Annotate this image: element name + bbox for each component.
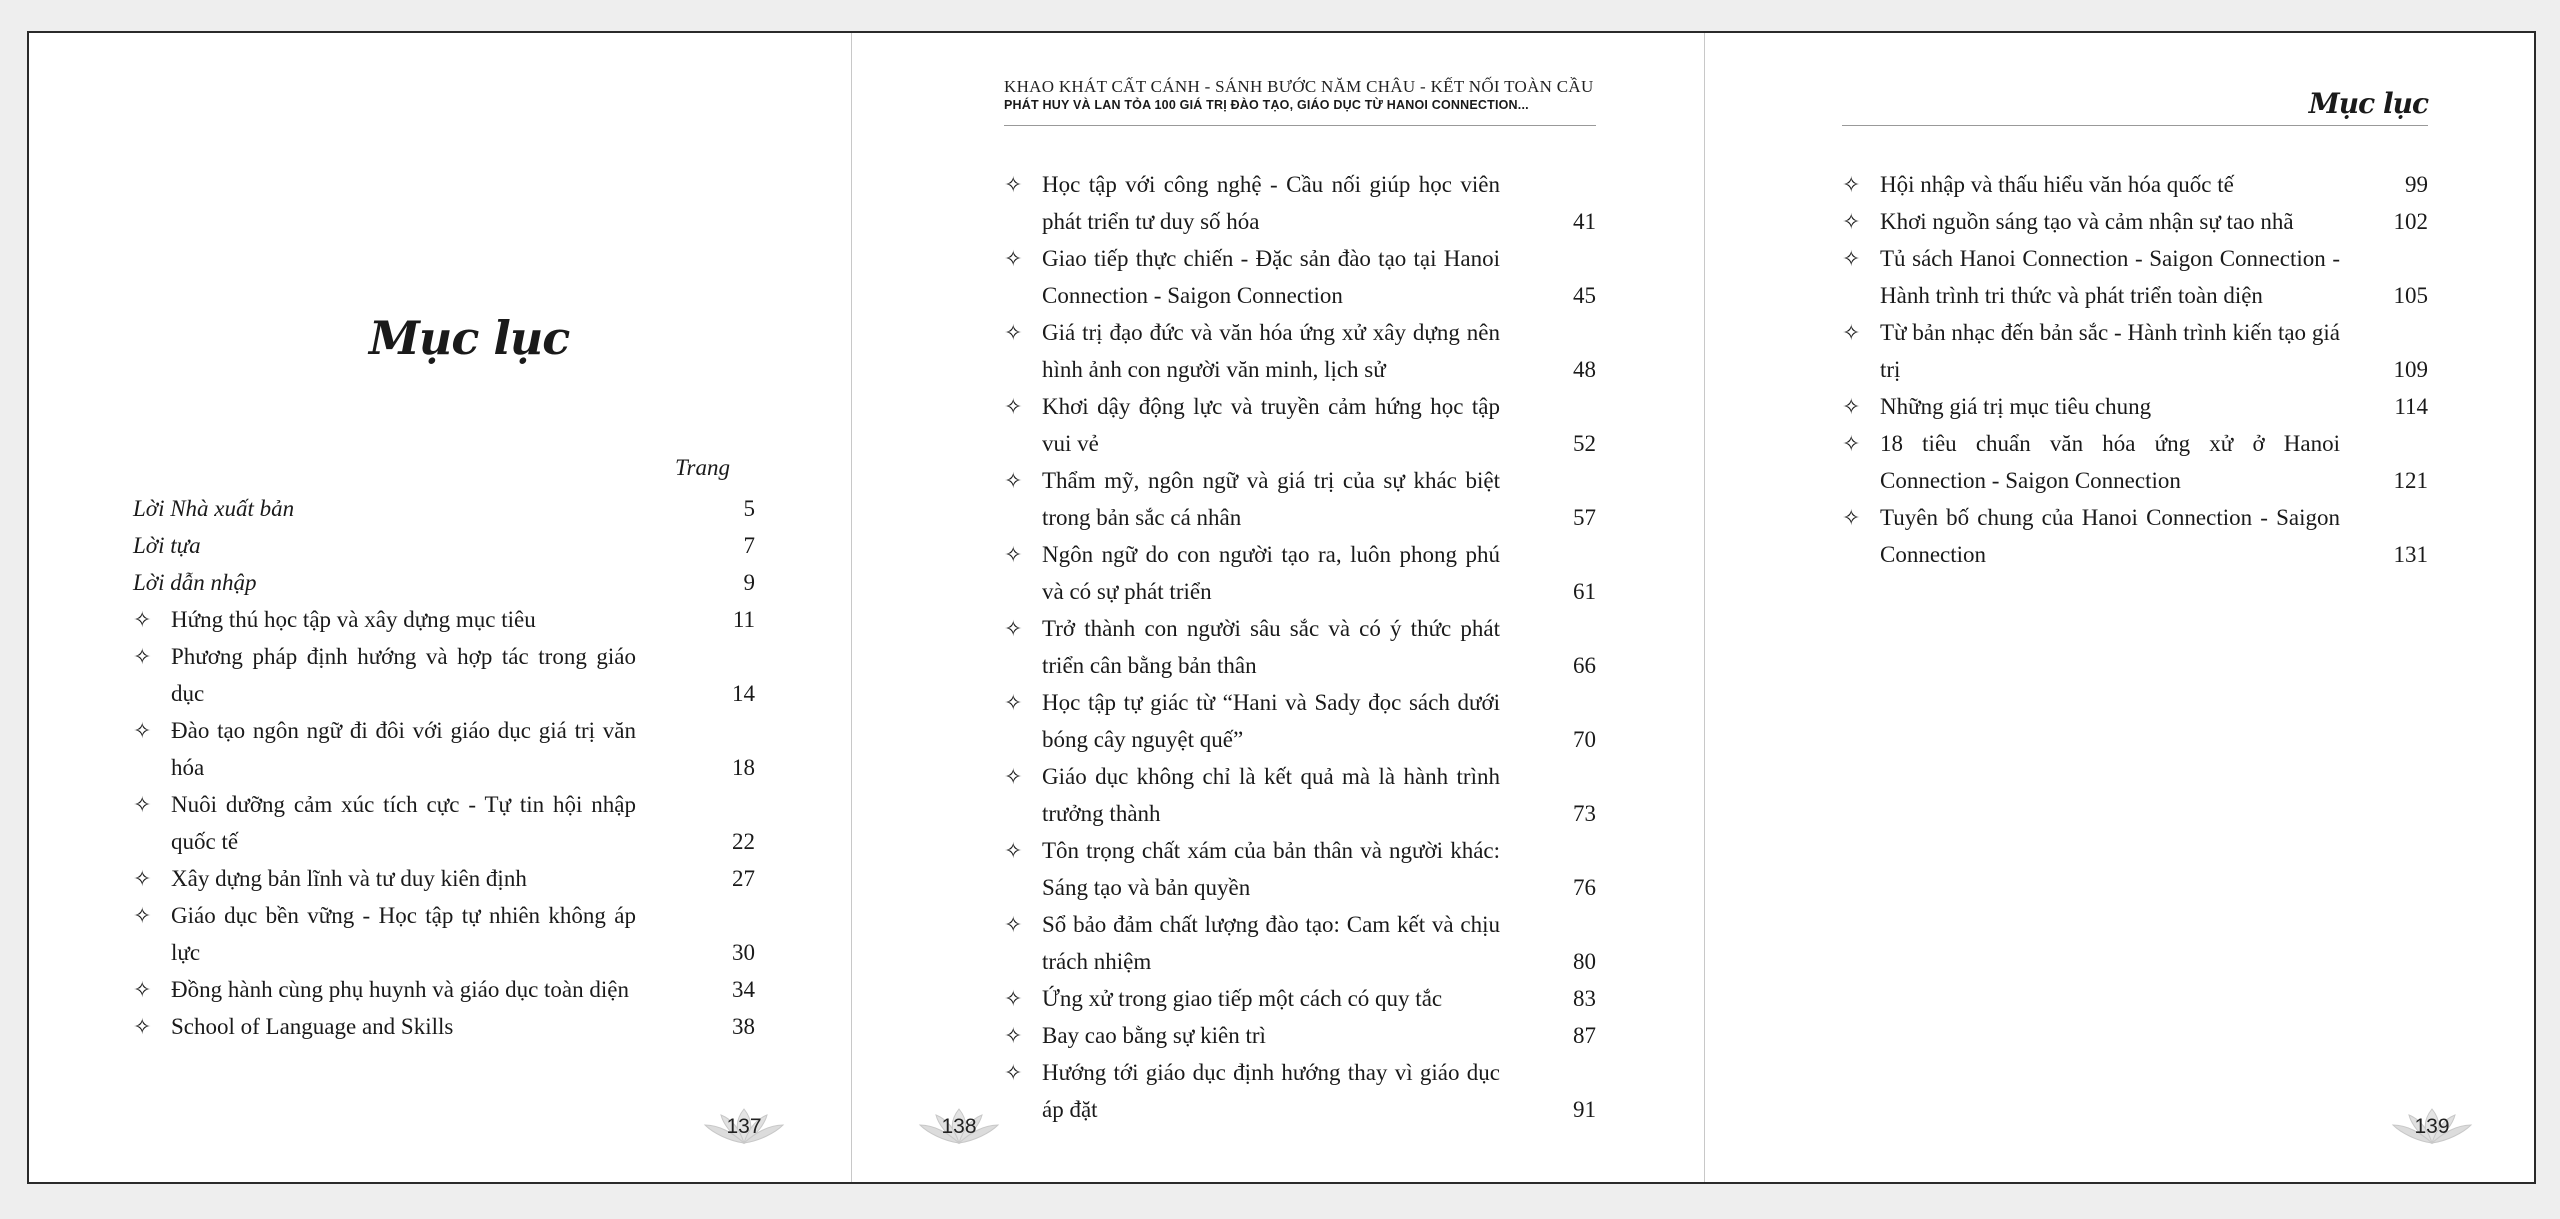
page-number: 138: [941, 1115, 977, 1138]
toc-entry-title: Học tập tự giác từ “Hani và Sady đọc sách dưới bóng cây nguyệt quế”: [1042, 690, 1500, 752]
toc-entry: [133, 490, 755, 527]
toc-entry-title: Từ bản nhạc đến bản sắc - Hành trình kiến tạo giá trị: [1880, 320, 2340, 382]
toc-entry-page: 5: [743, 496, 755, 521]
header-rule: [1842, 125, 2428, 126]
toc-entry-page: 80: [1573, 949, 1596, 974]
toc-entry-title: Hướng tới giáo dục định hướng thay vì giáo dục áp đặt: [1042, 1060, 1500, 1122]
bullet-icon: ✧: [1842, 394, 1861, 419]
toc-entry: [1004, 980, 1596, 1017]
toc-entry-title: Đào tạo ngôn ngữ đi đôi với giáo dục giá trị văn hóa: [171, 718, 636, 780]
bullet-icon: ✧: [1842, 431, 1861, 456]
running-header-title: Mục lục: [2308, 87, 2428, 120]
toc-entry-page: 70: [1573, 727, 1596, 752]
toc-entry-page: 22: [732, 829, 755, 854]
toc-entry: [133, 897, 755, 971]
toc-entry: [133, 971, 755, 1008]
toc-entry: [1004, 166, 1596, 240]
toc-list-middle: [1004, 166, 1596, 1128]
toc-entry-title: 18 tiêu chuẩn văn hóa ứng xử ở Hanoi Connection - Saigon Connection: [1880, 431, 2340, 493]
toc-entry-page: 114: [2394, 394, 2428, 419]
toc-entry: [1004, 832, 1596, 906]
bullet-icon: ✧: [133, 718, 152, 743]
page-number-badge: [701, 1105, 787, 1149]
toc-entry-title: Giá trị đạo đức và văn hóa ứng xử xây dựng nên hình ảnh con người văn minh, lịch sử: [1042, 320, 1500, 382]
bullet-icon: ✧: [1004, 320, 1023, 345]
toc-entry: [1004, 1054, 1596, 1128]
toc-entry-page: 66: [1573, 653, 1596, 678]
toc-entry-title: Khơi dậy động lực và truyền cảm hứng học tập vui vẻ: [1042, 394, 1500, 456]
toc-entry: [1004, 388, 1596, 462]
page-number-badge: [916, 1105, 1002, 1149]
toc-entry-title: School of Language and Skills: [171, 1014, 454, 1039]
toc-entry: [1004, 758, 1596, 832]
bullet-icon: ✧: [1842, 172, 1861, 197]
toc-entry-page: 18: [732, 755, 755, 780]
toc-entry-title: Lời dẫn nhập: [133, 570, 257, 595]
page-column-label: Trang: [675, 455, 730, 480]
toc-entry: [133, 786, 755, 860]
toc-entry-page: 102: [2393, 209, 2428, 234]
toc-entry-title: Ngôn ngữ do con người tạo ra, luôn phong phú và có sự phát triển: [1042, 542, 1500, 604]
toc-entry-page: 131: [2393, 542, 2428, 567]
toc-entry-page: 61: [1573, 579, 1596, 604]
toc-entry: [133, 860, 755, 897]
toc-entry-title: Xây dựng bản lĩnh và tư duy kiên định: [171, 866, 527, 891]
toc-entry-title: Phương pháp định hướng và hợp tác trong giáo dục: [171, 644, 636, 706]
toc-entry: [133, 601, 755, 638]
bullet-icon: ✧: [1004, 468, 1023, 493]
bullet-icon: ✧: [1004, 172, 1023, 197]
bullet-icon: ✧: [1004, 764, 1023, 789]
toc-entry-page: 14: [732, 681, 755, 706]
bullet-icon: ✧: [1004, 912, 1023, 937]
toc-entry-page: 38: [732, 1014, 755, 1039]
bullet-icon: ✧: [133, 644, 152, 669]
toc-entry-page: 7: [743, 533, 755, 558]
toc-entry-page: 109: [2393, 357, 2428, 382]
page-number: 137: [726, 1115, 762, 1138]
toc-entry: [1004, 240, 1596, 314]
toc-entry-title: Hội nhập và thấu hiểu văn hóa quốc tế: [1880, 172, 2234, 197]
toc-entry: [1004, 684, 1596, 758]
toc-entry: [1004, 536, 1596, 610]
toc-entry: [133, 638, 755, 712]
toc-entry-title: Hứng thú học tập và xây dựng mục tiêu: [171, 607, 536, 632]
toc-entry-page: 121: [2393, 468, 2428, 493]
toc-entry-page: 52: [1573, 431, 1596, 456]
toc-entry: [1004, 906, 1596, 980]
bullet-icon: ✧: [1842, 320, 1861, 345]
bullet-icon: ✧: [1842, 246, 1861, 271]
toc-entry-page: 105: [2393, 283, 2428, 308]
bullet-icon: ✧: [133, 977, 152, 1002]
toc-entry-page: 41: [1573, 209, 1596, 234]
header-line-2: PHÁT HUY VÀ LAN TỎA 100 GIÁ TRỊ ĐÀO TẠO, GIÁO DỤC TỪ HANOI CONNECTION...: [1004, 98, 1529, 112]
bullet-icon: ✧: [133, 607, 152, 632]
bullet-icon: ✧: [1004, 394, 1023, 419]
bullet-icon: ✧: [1004, 690, 1023, 715]
toc-entry: [133, 564, 755, 601]
toc-entry-page: 30: [732, 940, 755, 965]
toc-entry-title: Tôn trọng chất xám của bản thân và người khác: Sáng tạo và bản quyền: [1042, 838, 1500, 900]
toc-entry-page: 9: [743, 570, 755, 595]
toc-entry-title: Nuôi dưỡng cảm xúc tích cực - Tự tin hội nhập quốc tế: [171, 792, 636, 854]
toc-title: Mục lục: [369, 311, 570, 365]
toc-entry-title: Trở thành con người sâu sắc và có ý thức phát triển cân bằng bản thân: [1042, 616, 1500, 678]
toc-entry-title: Lời Nhà xuất bản: [133, 496, 295, 521]
running-header: [1004, 77, 1594, 112]
bullet-icon: ✧: [1004, 986, 1023, 1011]
toc-entry: [1842, 425, 2428, 499]
toc-entry-title: Thẩm mỹ, ngôn ngữ và giá trị của sự khác biệt trong bản sắc cá nhân: [1042, 468, 1500, 530]
toc-entry-page: 45: [1573, 283, 1596, 308]
toc-entry: [1842, 166, 2428, 203]
toc-entry-title: Giáo dục không chỉ là kết quả mà là hành trình trưởng thành: [1042, 764, 1500, 826]
toc-entry-page: 91: [1573, 1097, 1596, 1122]
toc-entry-page: 87: [1573, 1023, 1596, 1048]
bullet-icon: ✧: [1004, 542, 1023, 567]
bullet-icon: ✧: [1004, 1023, 1023, 1048]
toc-entry-title: Giáo dục bền vững - Học tập tự nhiên không áp lực: [171, 903, 636, 965]
toc-list-left: [133, 490, 755, 1045]
toc-entry: [133, 1008, 755, 1045]
bullet-icon: ✧: [1004, 838, 1023, 863]
toc-entry: [133, 712, 755, 786]
bullet-icon: ✧: [1842, 505, 1861, 530]
header-rule: [1004, 125, 1596, 126]
bullet-icon: ✧: [133, 792, 152, 817]
toc-entry-title: Sổ bảo đảm chất lượng đào tạo: Cam kết và chịu trách nhiệm: [1042, 912, 1500, 974]
book-spread: [27, 31, 2536, 1184]
bullet-icon: ✧: [1004, 616, 1023, 641]
bullet-icon: ✧: [1004, 1060, 1023, 1085]
toc-list-right: [1842, 166, 2428, 573]
toc-entry: [1842, 203, 2428, 240]
page-139: [1704, 33, 2539, 1182]
toc-entry-page: 76: [1573, 875, 1596, 900]
bullet-icon: ✧: [133, 903, 152, 928]
toc-entry-page: 11: [732, 607, 755, 632]
toc-entry: [1842, 388, 2428, 425]
toc-entry-page: 57: [1573, 505, 1596, 530]
toc-entry-title: Tuyên bố chung của Hanoi Connection - Saigon Connection: [1880, 505, 2340, 567]
bullet-icon: ✧: [133, 1014, 152, 1039]
toc-entry-page: 99: [2405, 172, 2428, 197]
toc-entry-title: Lời tựa: [133, 533, 201, 558]
toc-entry: [1004, 610, 1596, 684]
bullet-icon: ✧: [1004, 246, 1023, 271]
bullet-icon: ✧: [1842, 209, 1861, 234]
toc-entry: [1004, 1017, 1596, 1054]
toc-entry-title: Tủ sách Hanoi Connection - Saigon Connection - Hành trình tri thức và phát triển toàn diện: [1880, 246, 2340, 308]
toc-entry-title: Giao tiếp thực chiến - Đặc sản đào tạo tại Hanoi Connection - Saigon Connection: [1042, 246, 1500, 308]
page-138: [851, 33, 1705, 1182]
toc-entry-page: 34: [732, 977, 755, 1002]
toc-entry: [133, 527, 755, 564]
toc-entry-page: 48: [1573, 357, 1596, 382]
toc-entry: [1842, 499, 2428, 573]
toc-entry: [1004, 314, 1596, 388]
header-line-1: KHAO KHÁT CẤT CÁNH - SÁNH BƯỚC NĂM CHÂU - KẾT NỐI TOÀN CẦU: [1004, 77, 1594, 96]
toc-entry-page: 73: [1573, 801, 1596, 826]
toc-entry-page: 83: [1573, 986, 1596, 1011]
toc-entry-title: Đồng hành cùng phụ huynh và giáo dục toàn diện: [171, 977, 629, 1002]
page-number: 139: [2414, 1115, 2450, 1138]
bullet-icon: ✧: [133, 866, 152, 891]
toc-entry: [1842, 240, 2428, 314]
toc-entry: [1842, 314, 2428, 388]
toc-entry-page: 27: [732, 866, 755, 891]
toc-entry-title: Ứng xử trong giao tiếp một cách có quy tắc: [1042, 986, 1443, 1011]
toc-entry-title: Những giá trị mục tiêu chung: [1880, 394, 2152, 419]
page-137: [29, 33, 851, 1182]
toc-entry-title: Bay cao bằng sự kiên trì: [1042, 1023, 1266, 1048]
page-number-badge: [2389, 1105, 2475, 1149]
toc-entry: [1004, 462, 1596, 536]
toc-entry-title: Học tập với công nghệ - Cầu nối giúp học viên phát triển tư duy số hóa: [1042, 172, 1500, 234]
toc-entry-title: Khơi nguồn sáng tạo và cảm nhận sự tao nhã: [1880, 209, 2294, 234]
